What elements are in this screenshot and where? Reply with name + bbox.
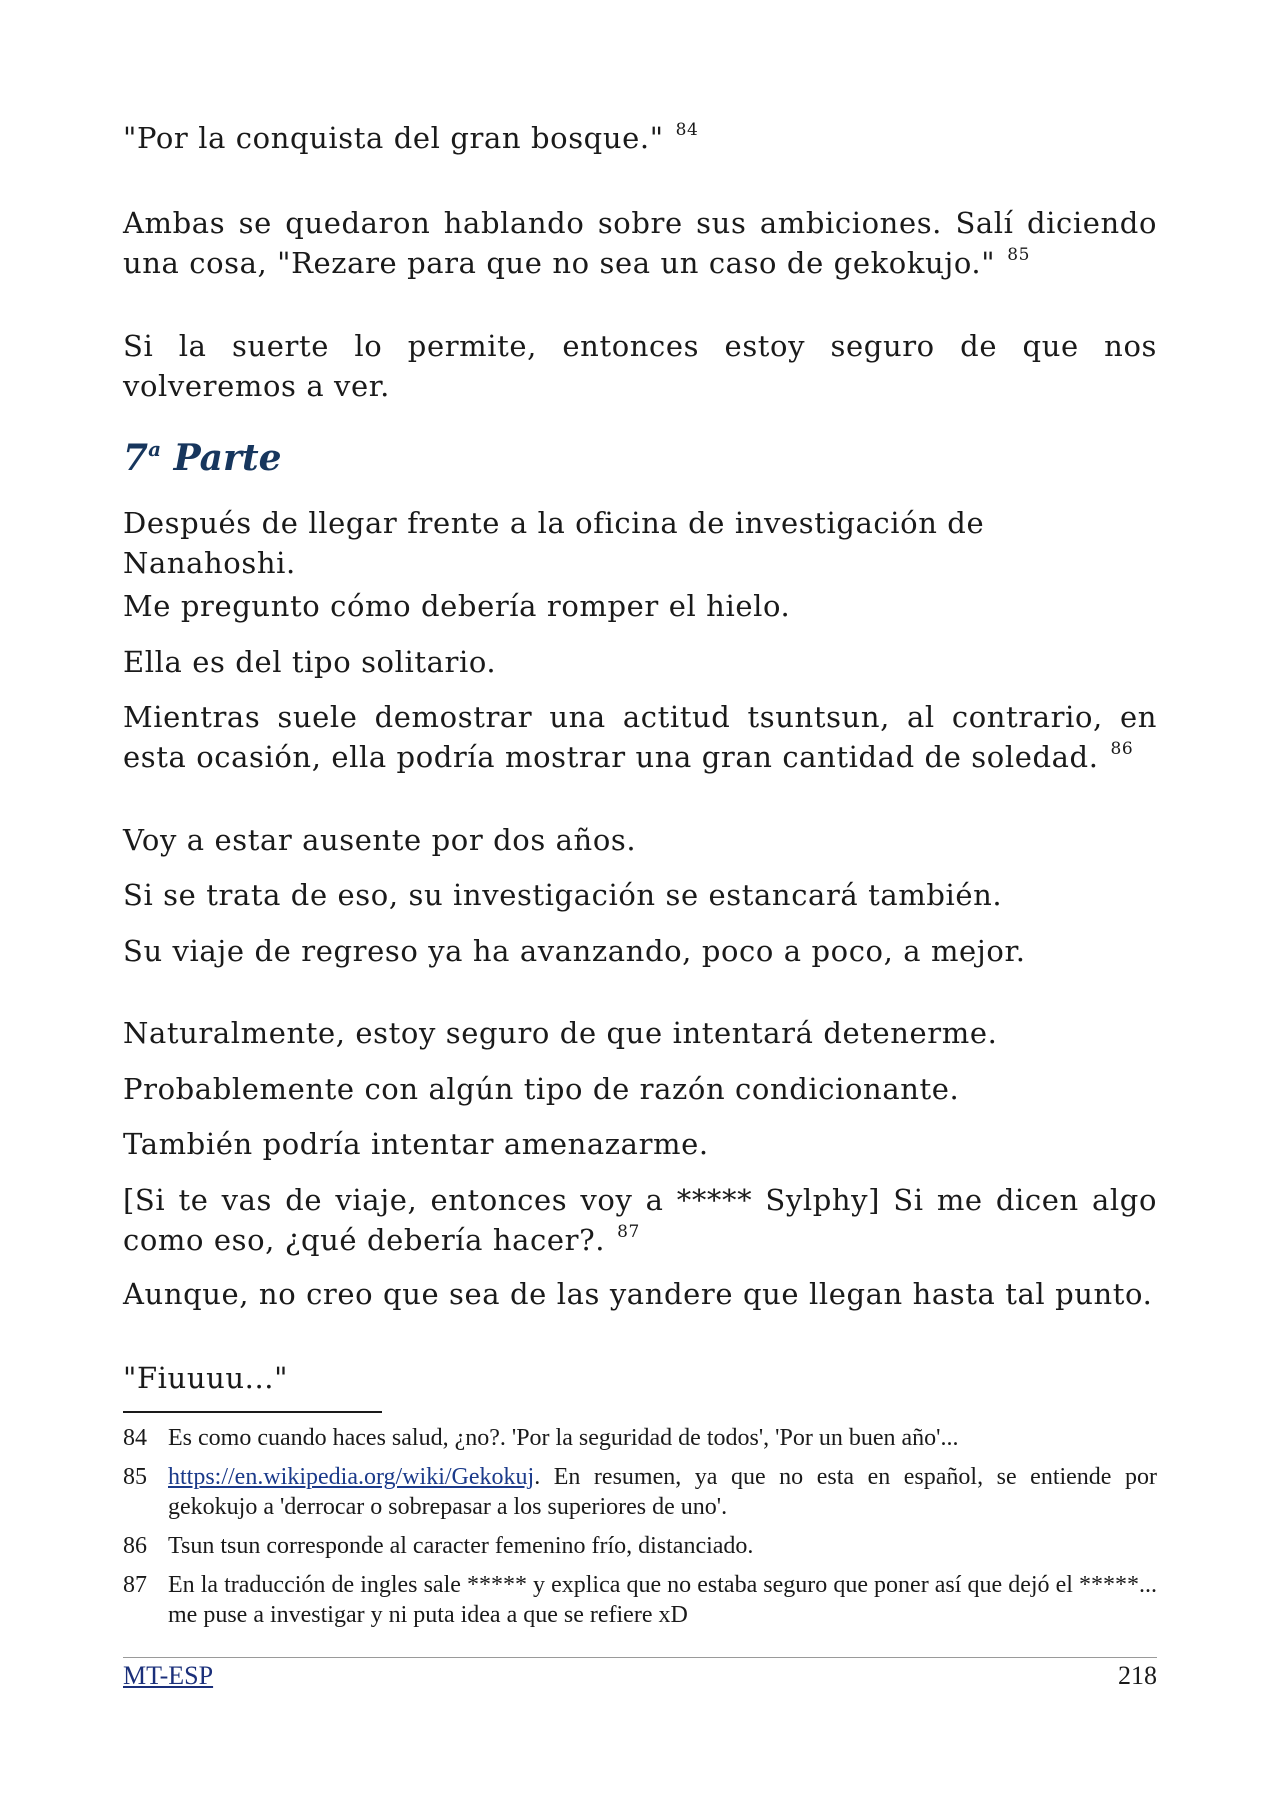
paragraph (123, 203, 1157, 283)
paragraph-text: "Por la conquista del gran bosque." (123, 121, 664, 155)
footnote-reference[interactable]: 87 (617, 1222, 640, 1242)
paragraph: Voy a estar ausente por dos años. (123, 823, 637, 857)
footnote-text: En la traducción de ingles sale ***** y explica que no estaba seguro que poner así que dejó el *****... me puse a investigar y ni puta idea a que se refiere xD (168, 1572, 1157, 1628)
footnote (123, 1462, 1157, 1522)
footnote-reference[interactable]: 86 (1110, 739, 1134, 759)
footnote-number: 85 (123, 1464, 147, 1490)
footnote-number: 86 (123, 1533, 147, 1559)
wikipedia-link[interactable]: https://en.wikipedia.org/wiki/Gekokuj (168, 1464, 535, 1490)
paragraph-text: [Si te vas de viaje, entonces voy a ***** Sylphy] Si me dicen algo como eso, ¿qué debería hacer?. (123, 1183, 1157, 1257)
paragraph: Aunque, no creo que sea de las yandere que llegan hasta tal punto. (123, 1277, 1153, 1311)
footnote-text: Tsun tsun corresponde al caracter femenino frío, distanciado. (168, 1533, 754, 1559)
footnote-number: 87 (123, 1572, 147, 1598)
footer-link[interactable]: MT-ESP (123, 1661, 214, 1690)
paragraph (123, 118, 1157, 158)
document-page (123, 0, 1157, 1811)
footer-separator (123, 1657, 1157, 1658)
footnote-reference[interactable]: 84 (675, 120, 699, 140)
paragraph: Si la suerte lo permite, entonces estoy seguro de que nos volveremos a ver. (123, 329, 1157, 403)
paragraph: Probablemente con algún tipo de razón condicionante. (123, 1072, 960, 1106)
paragraph (123, 1180, 1157, 1260)
paragraph: "Fiuuuu..." (123, 1361, 289, 1395)
paragraph: También podría intentar amenazarme. (123, 1127, 709, 1161)
paragraph-text: Ambas se quedaron hablando sobre sus ambiciones. Salí diciendo una cosa, "Rezare para que no sea un caso de gekokujo." (123, 206, 1157, 280)
paragraph: Ella es del tipo solitario. (123, 645, 497, 679)
footnote (123, 1531, 1157, 1561)
footnote-text: Es como cuando haces salud, ¿no?. 'Por la seguridad de todos', 'Por un buen año'... (168, 1425, 959, 1451)
paragraph: Su viaje de regreso ya ha avanzando, poco a poco, a mejor. (123, 934, 1026, 968)
paragraph: Me pregunto cómo debería romper el hielo. (123, 589, 791, 623)
paragraph: Naturalmente, estoy seguro de que intentará detenerme. (123, 1016, 998, 1050)
footnote-reference[interactable]: 85 (1007, 245, 1031, 265)
page-number: 218 (1118, 1661, 1157, 1690)
footnote-text-rest: . En resumen, ya que no esta en español, se entiende por gekokujo a 'derrocar o sobrepasar a los superiores de uno'. (168, 1464, 1157, 1520)
section-title: Parte (173, 437, 282, 479)
paragraph: Después de llegar frente a la oficina de investigación de Nanahoshi. (123, 506, 985, 580)
footnote-text (168, 1462, 1157, 1522)
footnote-number: 84 (123, 1425, 147, 1451)
paragraph (123, 697, 1157, 777)
paragraph: Si se trata de eso, su investigación se estancará también. (123, 878, 1003, 912)
footnote (123, 1570, 1157, 1630)
section-heading (123, 435, 282, 481)
footnote-separator (123, 1411, 382, 1413)
section-number-superscript: a (148, 437, 162, 461)
paragraph-text: Mientras suele demostrar una actitud tsuntsun, al contrario, en esta ocasión, ella podría mostrar una gran cantidad de soledad. (123, 700, 1157, 774)
footnote (123, 1423, 1157, 1453)
section-number: 7 (123, 437, 149, 479)
